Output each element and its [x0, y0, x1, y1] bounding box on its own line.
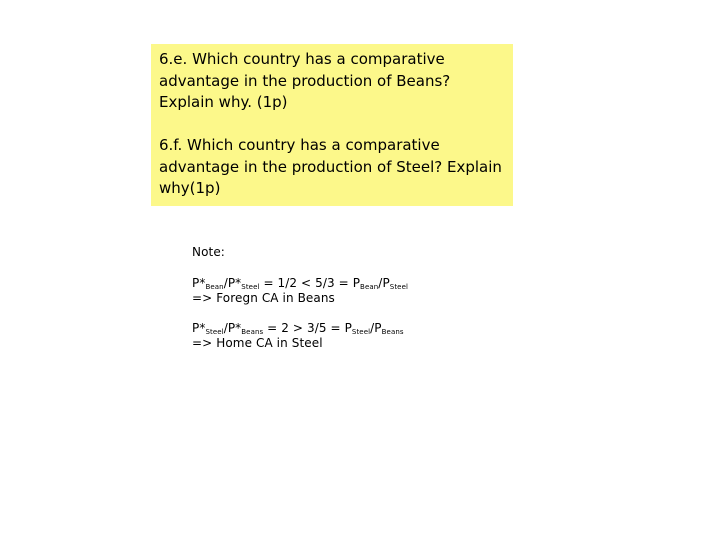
- beans-ratio-p1: P*: [192, 275, 206, 290]
- beans-ratio-middle: = 1/2 < 5/3 = P: [259, 275, 361, 290]
- steel-explanation: [192, 321, 492, 352]
- question-6f: 6.f. Which country has a comparative advantage in the production of Steel? Explain why(1p): [159, 136, 502, 197]
- steel-ratio-p1: P*: [192, 320, 206, 335]
- question-6e: 6.e. Which country has a comparative advantage in the production of Beans? Explain why. (1p): [159, 50, 451, 111]
- beans-price-ratio: [192, 276, 492, 292]
- beans-conclusion: => Foregn CA in Beans: [192, 291, 335, 305]
- steel-ratio-sub4: Beans: [381, 327, 404, 336]
- steel-ratio-sub1: Steel: [205, 327, 224, 336]
- beans-ratio-sub1: Bean: [205, 282, 224, 291]
- beans-ratio-slash2: /P: [378, 275, 390, 290]
- beans-ratio-sub3: Bean: [360, 282, 379, 291]
- steel-price-ratio: [192, 321, 492, 337]
- answer-note: [192, 245, 492, 366]
- steel-ratio-sub3: Steel: [351, 327, 371, 336]
- steel-ratio-slash2: /P: [370, 320, 382, 335]
- beans-ratio-sub4: Steel: [389, 282, 409, 291]
- beans-explanation: [192, 276, 492, 307]
- steel-ratio-slash1: /P*: [223, 320, 242, 335]
- beans-ratio-slash1: /P*: [223, 275, 242, 290]
- steel-conclusion: => Home CA in Steel: [192, 336, 323, 350]
- steel-ratio-sub2: Beans: [241, 327, 264, 336]
- question-box: [151, 44, 513, 206]
- note-label: Note:: [192, 245, 225, 259]
- beans-ratio-sub2: Steel: [241, 282, 260, 291]
- steel-ratio-middle: = 2 > 3/5 = P: [263, 320, 352, 335]
